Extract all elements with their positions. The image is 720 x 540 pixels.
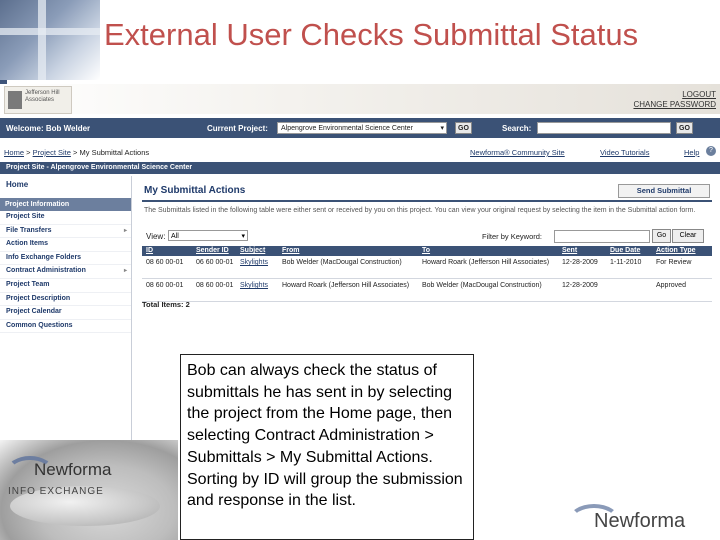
- cell-subject-link[interactable]: Skylights: [240, 282, 269, 289]
- title-divider: [142, 200, 712, 202]
- sidebar-item-info-exchange-folders[interactable]: [0, 252, 131, 266]
- search-input[interactable]: [537, 122, 671, 134]
- filter-label: Filter by Keyword:: [482, 232, 543, 241]
- sidebar-item-contract-administration[interactable]: [0, 265, 131, 279]
- breadcrumb-bar: [0, 146, 720, 158]
- sidebar-item-label: Action Items: [6, 240, 49, 248]
- column-header-from[interactable]: From: [282, 247, 300, 254]
- send-submittal-button[interactable]: Send Submittal: [618, 184, 710, 198]
- total-items: Total Items: 2: [142, 300, 190, 309]
- column-header-sender-id[interactable]: Sender ID: [196, 247, 229, 254]
- cell-due-date: 1-11-2010: [610, 259, 642, 266]
- cell-subject-link[interactable]: Skylights: [240, 259, 269, 266]
- newforma-logo: [6, 454, 130, 504]
- filter-clear-button[interactable]: Clear: [672, 229, 704, 243]
- project-go-button[interactable]: GO: [455, 122, 472, 134]
- callout-box: [180, 354, 474, 540]
- sidebar-item-project-team[interactable]: [0, 279, 131, 293]
- filter-go-button[interactable]: Go: [652, 229, 671, 243]
- sidebar-item-file-transfers[interactable]: [0, 225, 131, 239]
- logout-link[interactable]: LOGOUT: [682, 90, 716, 99]
- current-project-select[interactable]: [277, 122, 447, 134]
- chevron-down-icon: ▾: [241, 233, 245, 240]
- filter-keyword-input[interactable]: [554, 230, 650, 243]
- column-header-action-type[interactable]: Action Type: [656, 247, 696, 254]
- sidebar-item-label: Contract Administration: [6, 267, 86, 275]
- table-row[interactable]: [142, 256, 712, 279]
- firm-logo: [4, 86, 72, 114]
- sidebar-item-label: Project Team: [6, 280, 50, 288]
- column-header-subject[interactable]: Subject: [240, 247, 266, 254]
- current-project-value: Alpengrove Environmental Science Center: [281, 125, 413, 132]
- cell-action-type: Approved: [656, 282, 686, 289]
- building-icon: [8, 91, 22, 109]
- cell-to: Bob Welder (MacDougal Construction): [422, 282, 542, 289]
- newforma-logo-name: Newforma: [34, 460, 112, 479]
- sidebar-item-project-site[interactable]: [0, 211, 131, 225]
- help-icon[interactable]: ?: [706, 146, 716, 156]
- cell-id: 08 60 00-01: [146, 259, 184, 266]
- change-password-link[interactable]: CHANGE PASSWORD: [633, 100, 716, 109]
- cell-sent: 12-28-2009: [562, 259, 598, 266]
- slide-title: External User Checks Submittal Status: [104, 17, 639, 52]
- sidebar-item-label: Project Description: [6, 294, 71, 302]
- project-site-bar: [0, 162, 720, 174]
- firm-logo-name: Jefferson Hill Associates: [25, 90, 60, 103]
- sidebar-item-label: Project Site: [6, 213, 45, 220]
- chevron-down-icon: ▾: [440, 125, 444, 132]
- breadcrumb-project-site[interactable]: Project Site: [32, 148, 71, 157]
- submittals-table: [142, 246, 712, 302]
- footer-logo: [560, 504, 720, 540]
- page-title: My Submittal Actions: [144, 185, 246, 196]
- sidebar-item-home[interactable]: Home: [6, 180, 29, 189]
- cell-sender-id: 06 60 00-01: [196, 259, 234, 266]
- video-tutorials-link[interactable]: Video Tutorials: [600, 148, 650, 157]
- sidebar: [0, 176, 132, 497]
- page-description: The Submittals listed in the following table were either sent or received by you on this project. You can view your original request by selecting the item in the Submittal action form.: [144, 207, 696, 214]
- column-header-to[interactable]: To: [422, 247, 431, 254]
- search-label: Search:: [502, 124, 532, 133]
- sidebar-section-header: Project Information: [0, 198, 131, 211]
- cell-id: 08 60 00-01: [146, 282, 184, 289]
- breadcrumb-current: My Submittal Actions: [79, 148, 150, 157]
- column-header-id[interactable]: ID: [146, 247, 153, 254]
- view-label: View:: [146, 232, 166, 241]
- info-exchange-label: INFO EXCHANGE: [8, 486, 104, 497]
- sidebar-item-label: Project Calendar: [6, 308, 62, 316]
- community-site-link[interactable]: Newforma® Community Site: [470, 148, 565, 157]
- cell-to: Howard Roark (Jefferson Hill Associates): [422, 259, 550, 266]
- breadcrumb: Home > Project Site > My Submittal Actions: [4, 148, 150, 157]
- sidebar-item-project-description[interactable]: [0, 293, 131, 307]
- slide-cross-graphic-h: [0, 28, 100, 35]
- help-link[interactable]: Help: [684, 148, 700, 157]
- footer-logo-name: Newforma: [594, 510, 686, 532]
- project-site-title: Project Site - Alpengrove Environmental Science Center: [6, 164, 193, 171]
- welcome-text: Welcome: Bob Welder: [6, 124, 91, 133]
- cell-sent: 12-28-2009: [562, 282, 598, 289]
- chevron-right-icon: ▸: [123, 268, 127, 275]
- cell-sender-id: 08 60 00-01: [196, 282, 234, 289]
- view-select[interactable]: [168, 230, 248, 241]
- breadcrumb-home[interactable]: Home: [4, 148, 25, 157]
- sidebar-item-label: File Transfers: [6, 226, 52, 234]
- chevron-right-icon: ▸: [123, 227, 127, 234]
- account-links: [633, 90, 716, 110]
- sidebar-item-project-calendar[interactable]: [0, 306, 131, 320]
- slide-cross-graphic: [38, 0, 46, 80]
- column-header-due-date[interactable]: Due Date: [610, 247, 641, 254]
- callout-text: Bob can always check the status of submittals he has sent in by selecting the project from the Home page, then selecting Contract Administration > Submittals > My Submittal Actions. Sorting by ID will group the submission and response in the list.: [187, 362, 463, 510]
- cell-from: Howard Roark (Jefferson Hill Associates): [282, 282, 410, 289]
- table-row[interactable]: [142, 279, 712, 302]
- current-project-label: Current Project:: [207, 124, 268, 133]
- cell-action-type: For Review: [656, 259, 692, 266]
- sidebar-item-label: Common Questions: [6, 321, 73, 329]
- top-banner: [0, 84, 720, 114]
- column-header-sent[interactable]: Sent: [562, 247, 578, 254]
- sidebar-item-action-items[interactable]: [0, 238, 131, 252]
- sidebar-item-label: Info Exchange Folders: [6, 253, 82, 261]
- view-select-value: All: [171, 233, 179, 240]
- cell-from: Bob Welder (MacDougal Construction): [282, 259, 402, 266]
- sidebar-item-common-questions[interactable]: [0, 320, 131, 334]
- search-go-button[interactable]: GO: [676, 122, 693, 134]
- slide-corner-graphic: [0, 0, 100, 80]
- welcome-bar: [0, 118, 720, 138]
- table-header: [142, 246, 712, 256]
